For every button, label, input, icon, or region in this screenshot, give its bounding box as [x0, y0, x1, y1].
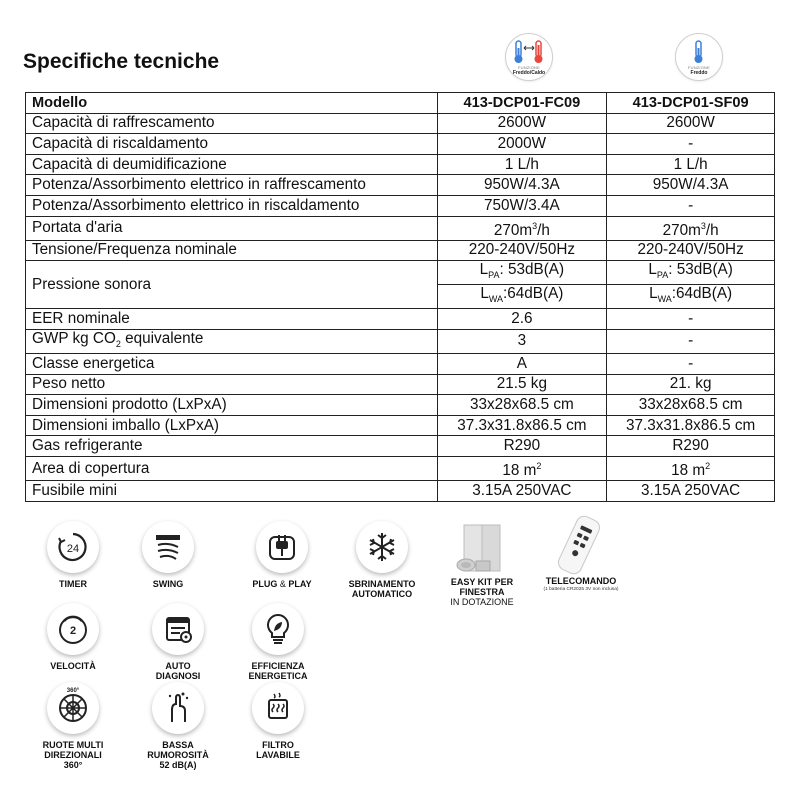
feature-label: TELECOMANDO	[545, 576, 617, 586]
header-model-1: 413-DCP01-FC09	[437, 93, 607, 114]
feature-label: FILTRO LAVABILE	[256, 740, 300, 760]
table-row	[26, 353, 775, 374]
feature-label: PLUG & PLAY	[252, 579, 312, 589]
window-kit-image	[450, 521, 514, 577]
row-value-1: 18 $m^2$	[437, 456, 607, 480]
row-value-2: $L_{PA}$: 53dB(A)	[607, 261, 775, 285]
table-row	[26, 175, 775, 196]
feature-wheels	[28, 682, 118, 770]
row-value-1: 37.3x31.8x86.5 cm	[437, 415, 607, 436]
table-row	[26, 309, 775, 330]
feature-swing	[123, 521, 213, 589]
table-row	[26, 374, 775, 395]
feature-plug-play	[237, 521, 327, 589]
washable-filter-icon	[252, 682, 304, 734]
badge-function-name: Freddo/Caldo	[512, 70, 546, 76]
table-header-row	[26, 93, 775, 114]
table-row	[26, 329, 775, 353]
thermometer-cold-icon	[684, 39, 714, 65]
table-row	[26, 261, 775, 285]
row-label: Area di copertura	[26, 456, 438, 480]
row-value-2: 33x28x68.5 cm	[607, 395, 775, 416]
row-value-2: 21. kg	[607, 374, 775, 395]
feature-energy-efficiency	[233, 603, 323, 681]
row-value-2: 2600W	[607, 113, 775, 134]
row-value-2: $270m^3/h$	[607, 216, 775, 240]
row-value-2: -	[607, 134, 775, 155]
feature-timer	[28, 521, 118, 589]
badge-function-caption: FUNZIONE	[687, 65, 711, 70]
row-label: GWP kg $CO_2$ equivalente	[26, 329, 438, 353]
row-value-1: A	[437, 353, 607, 374]
row-value-2: -	[607, 329, 775, 353]
feature-washable-filter	[233, 682, 323, 760]
spec-table	[25, 92, 775, 502]
row-value-2: 220-240V/50Hz	[607, 240, 775, 261]
row-value-1: 1 L/h	[437, 154, 607, 175]
table-row	[26, 195, 775, 216]
row-value-1: 3	[437, 329, 607, 353]
row-label: Dimensioni imballo (LxPxA)	[26, 415, 438, 436]
row-value-2: 18 $m^2$	[607, 456, 775, 480]
feature-label: SWING	[152, 579, 184, 589]
row-value-1: $L_{PA}$: 53dB(A)	[437, 261, 607, 285]
badge-freddo	[675, 33, 723, 81]
badge-freddo-caldo	[505, 33, 553, 81]
row-value-2: -	[607, 195, 775, 216]
table-row	[26, 154, 775, 175]
feature-remote	[531, 514, 631, 592]
battery-note: (1 batteria CR2025 3V non inclusa)	[543, 587, 619, 592]
snowflake-icon	[356, 521, 408, 573]
row-label: Gas refrigerante	[26, 436, 438, 457]
badge-function-caption: FUNZIONE	[517, 65, 541, 70]
row-value-1: 3.15A 250VAC	[437, 481, 607, 502]
row-value-2: $L_{WA}:64dB(A)$	[607, 285, 775, 309]
page-title: Specifiche tecniche	[23, 50, 220, 73]
remote-control-image	[549, 514, 613, 576]
badge-function-name: Freddo	[690, 70, 708, 76]
feature-label: EASY KIT PER FINESTRA IN DOTAZIONE	[450, 577, 514, 607]
table-row	[26, 216, 775, 240]
row-label: Classe energetica	[26, 353, 438, 374]
row-value-1: R290	[437, 436, 607, 457]
svg-text:360°: 360°	[66, 688, 80, 694]
feature-defrost	[337, 521, 427, 599]
row-label: EER nominale	[26, 309, 438, 330]
table-row	[26, 415, 775, 436]
feature-speed	[28, 603, 118, 671]
row-label: Capacità di riscaldamento	[26, 134, 438, 155]
row-value-1: 750W/3.4A	[437, 195, 607, 216]
table-row	[26, 436, 775, 457]
feature-label: AUTO DIAGNOSI	[155, 661, 201, 681]
table-row	[26, 395, 775, 416]
wheel-360-icon	[47, 682, 99, 734]
row-label: Dimensioni prodotto (LxPxA)	[26, 395, 438, 416]
feature-label: VELOCITÀ	[50, 661, 96, 671]
feature-label: RUOTE MULTI DIREZIONALI 360°	[42, 740, 104, 770]
row-value-1: 2000W	[437, 134, 607, 155]
row-value-1: 2.6	[437, 309, 607, 330]
low-noise-icon	[152, 682, 204, 734]
bulb-leaf-icon	[252, 603, 304, 655]
row-value-2: 37.3x31.8x86.5 cm	[607, 415, 775, 436]
row-value-1: 21.5 kg	[437, 374, 607, 395]
feature-auto-diagnosis	[133, 603, 223, 681]
feature-label: BASSA RUMOROSITÀ 52 dB(A)	[147, 740, 209, 770]
table-row	[26, 481, 775, 502]
thermometer-hot-cold-icon	[514, 39, 544, 65]
feature-label: SBRINAMENTO AUTOMATICO	[348, 579, 416, 599]
row-value-1: 950W/4.3A	[437, 175, 607, 196]
feature-label: TIMER	[59, 579, 87, 589]
table-row	[26, 240, 775, 261]
row-label: Fusibile mini	[26, 481, 438, 502]
row-value-2: R290	[607, 436, 775, 457]
row-value-1: $L_{WA}:64dB(A)$	[437, 285, 607, 309]
table-row	[26, 456, 775, 480]
feature-low-noise	[133, 682, 223, 770]
header-label: Modello	[26, 93, 438, 114]
row-value-2: -	[607, 309, 775, 330]
row-value-2: 1 L/h	[607, 154, 775, 175]
svg-text:24: 24	[66, 543, 80, 555]
row-label: Pressione sonora	[26, 261, 438, 309]
row-value-2: 3.15A 250VAC	[607, 481, 775, 502]
header-model-2: 413-DCP01-SF09	[607, 93, 775, 114]
table-row	[26, 113, 775, 134]
svg-text:2: 2	[69, 625, 77, 637]
timer-24-icon	[47, 521, 99, 573]
row-label: Potenza/Assorbimento elettrico in raffrescamento	[26, 175, 438, 196]
row-value-1: 33x28x68.5 cm	[437, 395, 607, 416]
feature-window-kit	[437, 521, 527, 607]
diagnosis-icon	[152, 603, 204, 655]
row-label: Tensione/Frequenza nominale	[26, 240, 438, 261]
row-label: Capacità di deumidificazione	[26, 154, 438, 175]
speed-icon	[47, 603, 99, 655]
row-value-2: 950W/4.3A	[607, 175, 775, 196]
row-label: Potenza/Assorbimento elettrico in riscaldamento	[26, 195, 438, 216]
row-value-1: $270m^3/h$	[437, 216, 607, 240]
table-row	[26, 134, 775, 155]
swing-icon	[142, 521, 194, 573]
row-label: Peso netto	[26, 374, 438, 395]
row-label: Portata d'aria	[26, 216, 438, 240]
row-value-1: 2600W	[437, 113, 607, 134]
row-label: Capacità di raffrescamento	[26, 113, 438, 134]
row-value-1: 220-240V/50Hz	[437, 240, 607, 261]
feature-label: EFFICIENZA ENERGETICA	[248, 661, 308, 681]
row-value-2: -	[607, 353, 775, 374]
plug-icon	[256, 521, 308, 573]
